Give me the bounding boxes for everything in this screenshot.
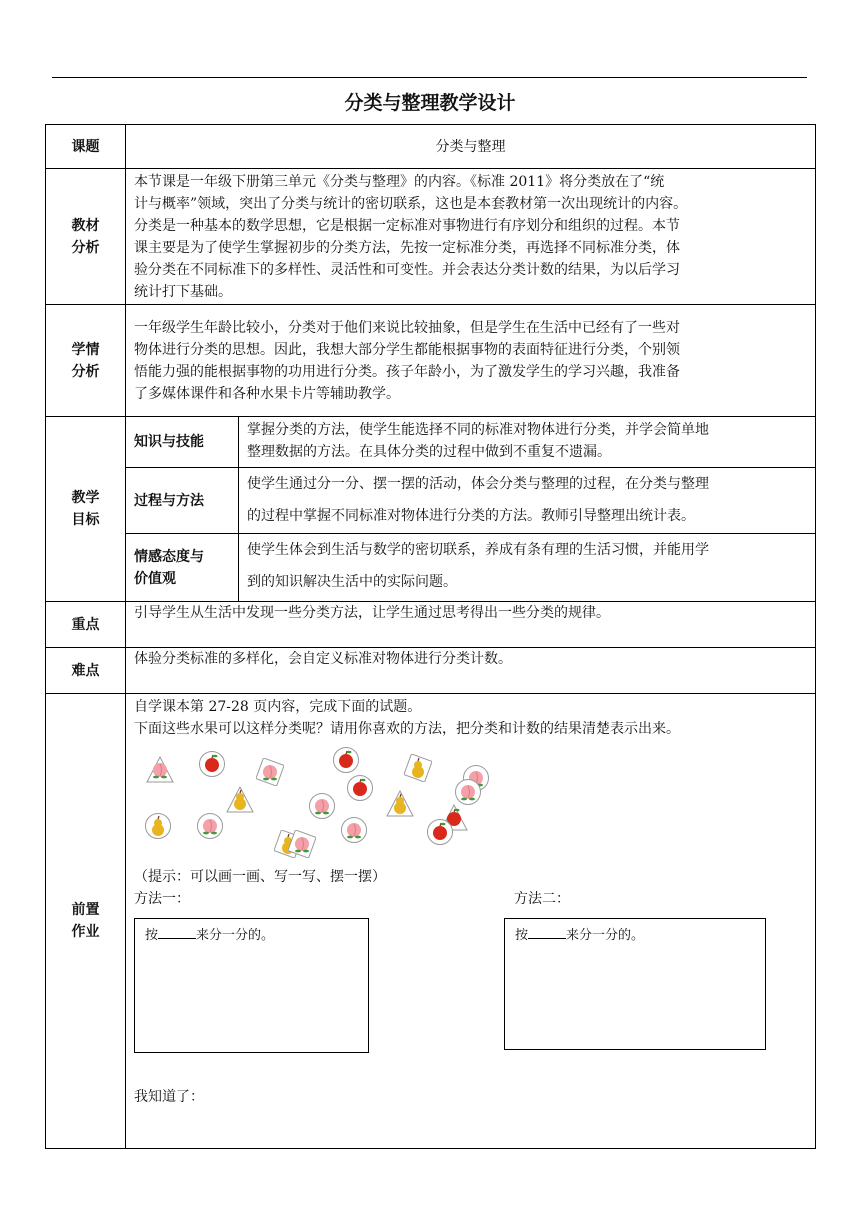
- material-label: 教材 分析: [46, 169, 126, 305]
- peach-card-icon: [146, 756, 174, 784]
- apple-card-icon: [426, 818, 454, 846]
- row-topic: [46, 125, 816, 169]
- students-text: [126, 305, 816, 417]
- method-two-box[interactable]: 按 来分一分的。: [504, 918, 766, 1050]
- document-title: 分类与整理教学设计: [344, 92, 516, 114]
- key-point-text: 引导学生从生活中发现一些分类方法，让学生通过思考得出一些分类的规律。: [126, 602, 816, 648]
- students-line: 物体进行分类的思想。因此，我想大部分学生都能根据事物的表面特征进行分类，个别领: [134, 342, 680, 358]
- students-line: 一年级学生年龄比较小，分类对于他们来说比较抽象，但是学生在生活中已经有了一些对: [134, 320, 680, 336]
- pear-card-icon: [226, 786, 254, 814]
- material-line: 验分类在不同标准下的多样性、灵活性和可变性。并会表达分类计数的结果，为以后学习: [134, 262, 680, 278]
- method-one-label: 方法一：: [134, 891, 190, 907]
- fruit-cards-illustration: [134, 746, 494, 864]
- pear-card-icon: [386, 790, 414, 818]
- row-goal-knowledge: [46, 417, 816, 468]
- emotion-text: 使学生体会到生活与数学的密切联系，养成有条有理的生活习惯，并能用学 到的知识解决生活中的实际问题。: [239, 534, 816, 602]
- methods-area: [134, 888, 807, 1148]
- material-line: 统计打下基础。: [134, 284, 232, 300]
- material-text: [126, 169, 816, 305]
- emotion-label: 情感态度与 价值观: [126, 534, 239, 602]
- difficulty-text: 体验分类标准的多样化，会自定义标准对物体进行分类计数。: [126, 648, 816, 694]
- conclusion-label: 我知道了：: [134, 1089, 204, 1105]
- homework-hint: （提示：可以画一画、写一写、摆一摆）: [134, 869, 386, 885]
- pear-card-icon: [404, 754, 432, 782]
- material-line: 分类是一种基本的数学思想，它是根据一定标准对事物进行有序划分和组织的过程。本节: [134, 218, 680, 234]
- students-label: 学情 分析: [46, 305, 126, 417]
- row-student-analysis: [46, 305, 816, 417]
- row-goal-emotion: [46, 534, 816, 602]
- peach-card-icon: [454, 778, 482, 806]
- fill-blank[interactable]: [528, 926, 566, 939]
- row-goal-process: [46, 468, 816, 534]
- apple-card-icon: [332, 746, 360, 774]
- knowledge-text: 掌握分类的方法，使学生能选择不同的标准对物体进行分类，并学会简单地 整理数据的方法。在具体分类的过程中做到不重复不遗漏。: [239, 417, 816, 468]
- method-one-box[interactable]: 按 来分一分的。: [134, 918, 369, 1053]
- row-material-analysis: [46, 169, 816, 305]
- homework-label: 前置 作业: [46, 694, 126, 1149]
- homework-content: [126, 694, 816, 1149]
- homework-instruction: 自学课本第 27-28 页内容，完成下面的试题。: [134, 699, 422, 715]
- students-line: 了多媒体课件和各种水果卡片等辅助教学。: [134, 386, 400, 402]
- peach-card-icon: [340, 816, 368, 844]
- material-line: 课主要是为了使学生掌握初步的分类方法，先按一定标准分类，再选择不同标准分类，体: [134, 240, 680, 256]
- material-line: 计与概率”领域，突出了分类与统计的密切联系，这也是本套教材第一次出现统计的内容。: [134, 196, 688, 212]
- fill-blank[interactable]: [158, 926, 196, 939]
- key-point-label: 重点: [46, 602, 126, 648]
- peach-card-icon: [256, 758, 284, 786]
- topic-value: 分类与整理: [126, 125, 816, 169]
- header-rule: [52, 77, 807, 78]
- pear-card-icon: [144, 812, 172, 840]
- peach-card-icon: [288, 830, 316, 858]
- process-label: 过程与方法: [126, 468, 239, 534]
- apple-card-icon: [198, 750, 226, 778]
- homework-question: 下面这些水果可以这样分类呢？请用你喜欢的方法，把分类和计数的结果清楚表示出来。: [134, 721, 680, 737]
- goals-label: 教学 目标: [46, 417, 126, 602]
- method-two-label: 方法二：: [514, 891, 570, 907]
- material-line: 本节课是一年级下册第三单元《分类与整理》的内容。《标准 2011》将分类放在了“统: [134, 174, 665, 190]
- peach-card-icon: [196, 812, 224, 840]
- difficulty-label: 难点: [46, 648, 126, 694]
- row-difficulty: [46, 648, 816, 694]
- topic-label: 课题: [46, 125, 126, 169]
- students-line: 悟能力强的能根据事物的功用进行分类。孩子年龄小，为了激发学生的学习兴趣，我准备: [134, 364, 680, 380]
- knowledge-label: 知识与技能: [126, 417, 239, 468]
- row-key-point: [46, 602, 816, 648]
- lesson-plan-table: [45, 124, 816, 1149]
- process-text: 使学生通过分一分、摆一摆的活动，体会分类与整理的过程，在分类与整理 的过程中掌握不同标准对物体进行分类的方法。教师引导整理出统计表。: [239, 468, 816, 534]
- apple-card-icon: [346, 774, 374, 802]
- peach-card-icon: [308, 792, 336, 820]
- row-homework: [46, 694, 816, 1149]
